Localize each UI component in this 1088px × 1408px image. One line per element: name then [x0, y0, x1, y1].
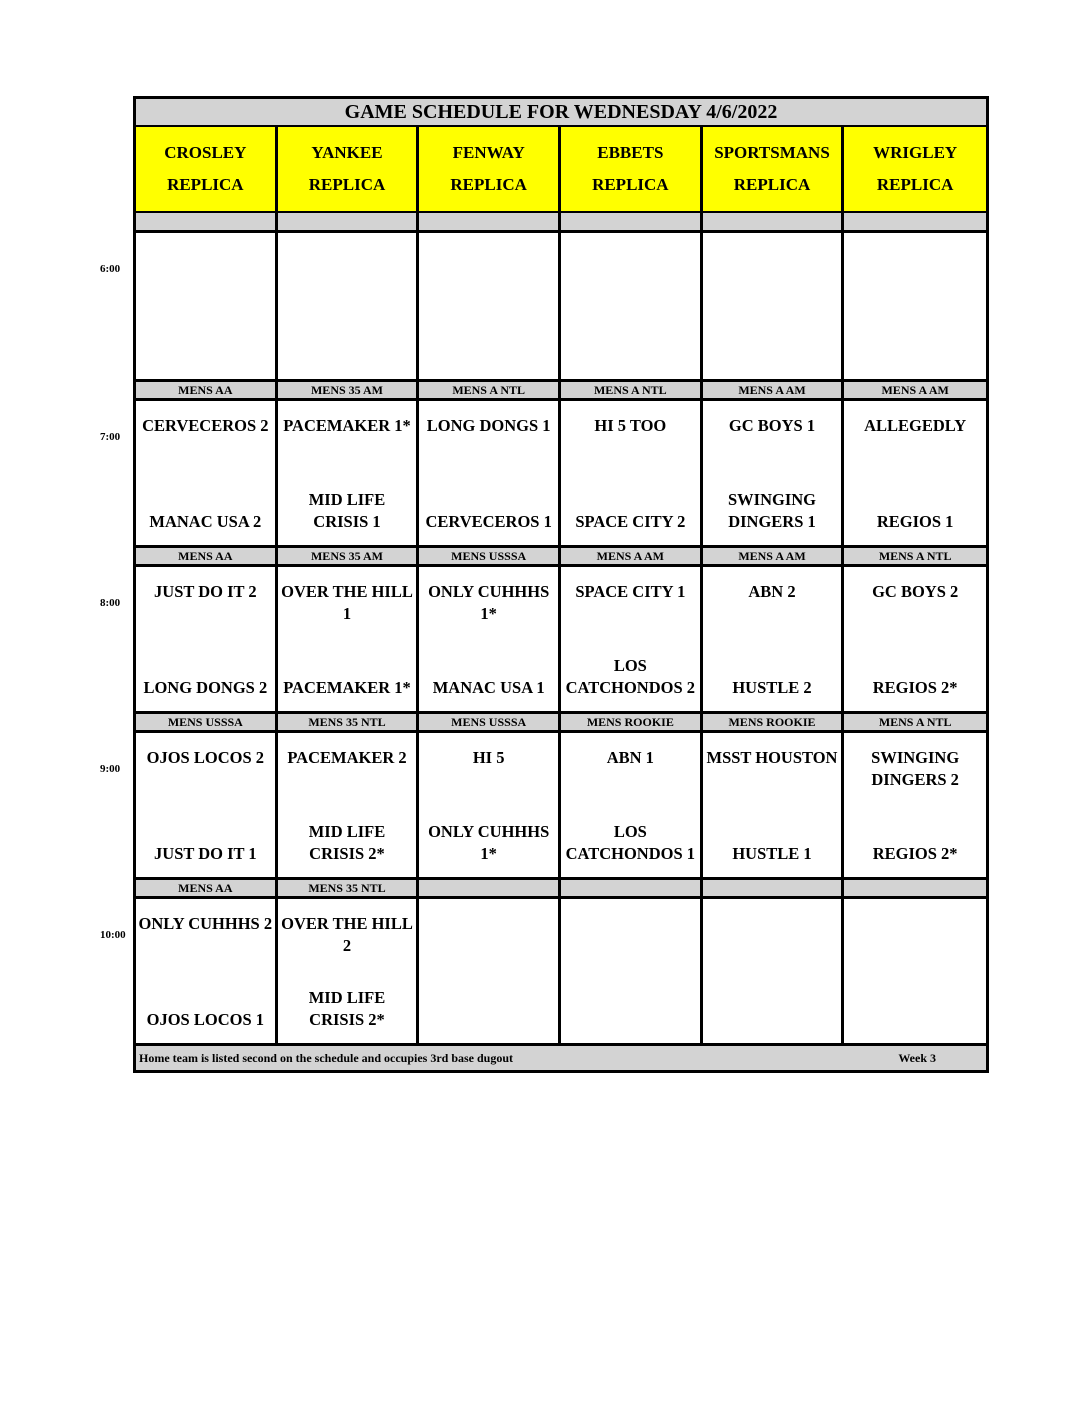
field-subname: REPLICA: [450, 175, 527, 194]
away-team: ONLY CUHHHS 1*: [428, 582, 550, 623]
game-cell: [703, 567, 845, 711]
schedule-sheet: [133, 96, 989, 1073]
division-label: MENS AA: [136, 877, 278, 899]
field-header-1: [278, 127, 420, 213]
field-subname: REPLICA: [308, 175, 386, 194]
week-label: Week 3: [898, 1050, 936, 1065]
home-team: JUST DO IT 1: [154, 844, 257, 863]
division-label: MENS USSSA: [136, 711, 278, 733]
field-subname: REPLICA: [167, 175, 244, 194]
game-cell: [561, 401, 703, 545]
schedule-title: GAME SCHEDULE FOR WEDNESDAY 4/6/2022: [133, 96, 989, 127]
time-label-4: 10:00: [100, 929, 126, 941]
division-label: MENS 35 AM: [278, 379, 420, 401]
field-subname: REPLICA: [733, 175, 811, 194]
division-label: MENS ROOKIE: [561, 711, 703, 733]
game-cell: [278, 401, 420, 545]
home-team: LOS CATCHONDOS 2: [565, 656, 696, 697]
game-cell: [278, 233, 420, 379]
home-team: HUSTLE 2: [732, 678, 812, 697]
game-cell: [419, 233, 561, 379]
header-spacer: [844, 213, 986, 233]
home-team: SPACE CITY 2: [575, 512, 686, 531]
game-cell: [136, 567, 278, 711]
division-label: MENS A AM: [703, 545, 845, 567]
field-name: EBBETS: [597, 143, 664, 162]
game-cell: [278, 567, 420, 711]
field-header-5: [844, 127, 986, 213]
division-label: [844, 877, 986, 899]
division-label: MENS 35 AM: [278, 545, 420, 567]
game-cell: [278, 899, 420, 1043]
away-team: JUST DO IT 2: [154, 582, 257, 601]
game-cell: [561, 733, 703, 877]
header-spacer: [136, 213, 278, 233]
field-name: YANKEE: [311, 143, 383, 162]
time-label-0: 6:00: [100, 263, 121, 275]
division-label: MENS A AM: [703, 379, 845, 401]
schedule-footer: [133, 1043, 989, 1073]
home-team: MANAC USA 1: [432, 678, 545, 697]
away-team: SPACE CITY 1: [575, 582, 686, 601]
game-cell: [419, 567, 561, 711]
game-cell: [136, 733, 278, 877]
division-label: MENS USSSA: [419, 711, 561, 733]
away-team: ABN 2: [748, 582, 796, 601]
home-team: LONG DONGS 2: [143, 678, 268, 697]
division-label: MENS AA: [136, 545, 278, 567]
field-header-0: [136, 127, 278, 213]
division-label: MENS 35 NTL: [278, 877, 420, 899]
home-team: MID LIFE CRISIS 1: [308, 490, 386, 531]
away-team: ONLY CUHHHS 2: [138, 914, 273, 933]
field-header-3: [561, 127, 703, 213]
away-team: LONG DONGS 1: [426, 416, 551, 435]
home-team: MANAC USA 2: [149, 512, 262, 531]
game-cell: [703, 401, 845, 545]
header-spacer: [703, 213, 845, 233]
division-label: MENS A NTL: [561, 379, 703, 401]
home-team: HUSTLE 1: [732, 844, 812, 863]
away-team: OJOS LOCOS 2: [146, 748, 265, 767]
game-cell: [844, 233, 986, 379]
game-cell: [419, 401, 561, 545]
division-label: MENS A AM: [844, 379, 986, 401]
game-cell: [136, 233, 278, 379]
home-team: REGIOS 2*: [872, 844, 958, 863]
time-label-3: 9:00: [100, 763, 121, 775]
schedule-grid: [133, 127, 989, 1043]
field-subname: REPLICA: [876, 175, 954, 194]
game-cell: [844, 567, 986, 711]
home-team: OJOS LOCOS 1: [146, 1010, 265, 1029]
division-label: [419, 877, 561, 899]
home-team: LOS CATCHONDOS 1: [565, 822, 696, 863]
division-label: MENS A NTL: [419, 379, 561, 401]
game-cell: [703, 899, 845, 1043]
division-label: MENS A AM: [561, 545, 703, 567]
game-cell: [419, 733, 561, 877]
away-team: GC BOYS 1: [728, 416, 816, 435]
field-header-2: [419, 127, 561, 213]
header-spacer: [561, 213, 703, 233]
game-cell: [278, 733, 420, 877]
home-team: MID LIFE CRISIS 2*: [308, 822, 386, 863]
game-cell: [844, 733, 986, 877]
game-cell: [561, 233, 703, 379]
away-team: MSST HOUSTON: [706, 748, 838, 767]
home-team: PACEMAKER 1*: [283, 678, 411, 697]
game-cell: [136, 899, 278, 1043]
header-spacer: [419, 213, 561, 233]
home-team: REGIOS 2*: [872, 678, 958, 697]
away-team: GC BOYS 2: [872, 582, 959, 601]
away-team: OVER THE HILL 2: [281, 914, 413, 955]
time-label-2: 8:00: [100, 597, 121, 609]
home-team: ONLY CUHHHS 1*: [428, 822, 550, 863]
game-cell: [561, 567, 703, 711]
away-team: SWINGING DINGERS 2: [871, 748, 960, 789]
game-cell: [703, 233, 845, 379]
division-label: [561, 877, 703, 899]
field-subname: REPLICA: [592, 175, 669, 194]
home-team: CERVECEROS 1: [425, 512, 552, 531]
field-name: CROSLEY: [164, 143, 247, 162]
away-team: PACEMAKER 2: [287, 748, 407, 767]
away-team: HI 5 TOO: [594, 416, 667, 435]
division-label: [703, 877, 845, 899]
field-name: SPORTSMANS: [714, 143, 830, 162]
home-team: SWINGING DINGERS 1: [727, 490, 816, 531]
home-team: MID LIFE CRISIS 2*: [308, 988, 386, 1029]
game-cell: [844, 401, 986, 545]
game-cell: [703, 733, 845, 877]
division-label: MENS A NTL: [844, 711, 986, 733]
game-cell: [844, 899, 986, 1043]
home-team: REGIOS 1: [876, 512, 954, 531]
division-label: MENS ROOKIE: [703, 711, 845, 733]
away-team: HI 5: [472, 748, 505, 767]
field-header-4: [703, 127, 845, 213]
game-cell: [561, 899, 703, 1043]
time-label-1: 7:00: [100, 431, 121, 443]
game-cell: [419, 899, 561, 1043]
division-label: MENS USSSA: [419, 545, 561, 567]
header-spacer: [278, 213, 420, 233]
division-label: MENS AA: [136, 379, 278, 401]
away-team: OVER THE HILL 1: [281, 582, 413, 623]
away-team: CERVECEROS 2: [142, 416, 269, 435]
field-name: WRIGLEY: [873, 143, 958, 162]
field-name: FENWAY: [452, 143, 525, 162]
away-team: PACEMAKER 1*: [283, 416, 411, 435]
away-team: ALLEGEDLY: [864, 416, 967, 435]
away-team: ABN 1: [606, 748, 654, 767]
game-cell: [136, 401, 278, 545]
division-label: MENS 35 NTL: [278, 711, 420, 733]
division-label: MENS A NTL: [844, 545, 986, 567]
home-team-note: Home team is listed second on the schedule and occupies 3rd base dugout: [139, 1050, 514, 1065]
